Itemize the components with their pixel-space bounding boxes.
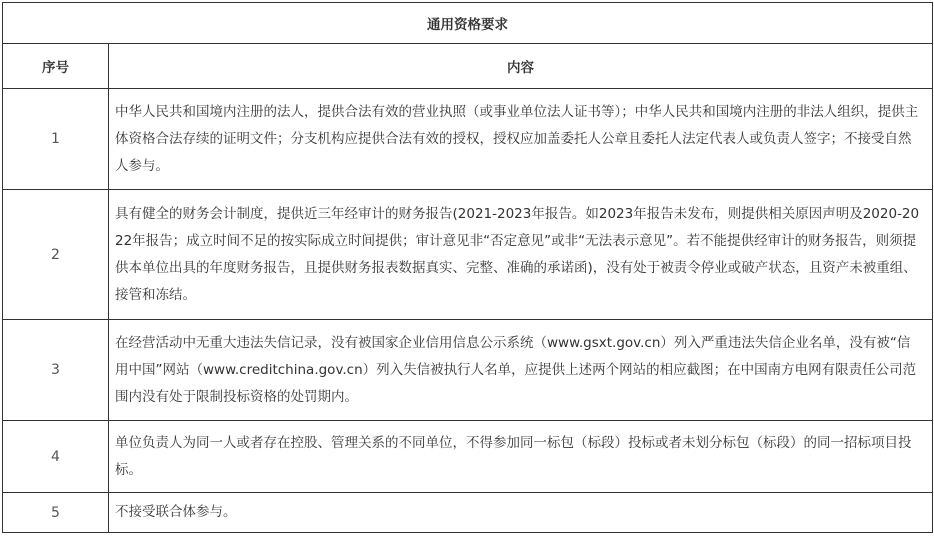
row-number: 4 <box>3 421 109 493</box>
row-number: 3 <box>3 320 109 421</box>
row-content: 中华人民共和国境内注册的法人，提供合法有效的营业执照（或事业单位法人证书等）；中华人民共和国境内注册的非法人组织，提供主体资格合法存续的证明文件；分支机构应提供合法有效的授权，授权应加盖委托人公章且委托人法定代表人或负责人签字；不接受自然人参与。 <box>109 89 933 190</box>
header-number: 序号 <box>3 44 109 89</box>
qualification-table <box>2 2 933 533</box>
table-row <box>3 190 933 320</box>
table-title-row <box>3 3 933 44</box>
table-row <box>3 320 933 421</box>
table-row <box>3 89 933 190</box>
table-row <box>3 421 933 493</box>
header-content: 内容 <box>109 44 933 89</box>
table-row <box>3 493 933 533</box>
row-number: 2 <box>3 190 109 320</box>
table-title: 通用资格要求 <box>3 3 933 44</box>
row-number: 1 <box>3 89 109 190</box>
row-number: 5 <box>3 493 109 533</box>
table-header-row <box>3 44 933 89</box>
row-content: 具有健全的财务会计制度，提供近三年经审计的财务报告(2021-2023年报告。如2023年报告未发布，则提供相关原因声明及2020-2022年报告；成立时间不足的按实际成立时间提供；审计意见非“否定意见”或非“无法表示意见”。若不能提供经审计的财务报告，则须提供本单位出具的年度财务报告，且提供财务报表数据真实、完整、准确的承诺函)，没有处于被责令停业或破产状态，且资产未被重组、接管和冻结。 <box>109 190 933 320</box>
row-content: 不接受联合体参与。 <box>109 493 933 533</box>
row-content: 在经营活动中无重大违法失信记录，没有被国家企业信用信息公示系统（www.gsxt.gov.cn）列入严重违法失信企业名单，没有被“信用中国”网站（www.creditchina.gov.cn）列入失信被执行人名单，应提供上述两个网站的相应截图；在中国南方电网有限责任公司范围内没有处于限制投标资格的处罚期内。 <box>109 320 933 421</box>
row-content: 单位负责人为同一人或者存在控股、管理关系的不同单位，不得参加同一标包（标段）投标或者未划分标包（标段）的同一招标项目投标。 <box>109 421 933 493</box>
